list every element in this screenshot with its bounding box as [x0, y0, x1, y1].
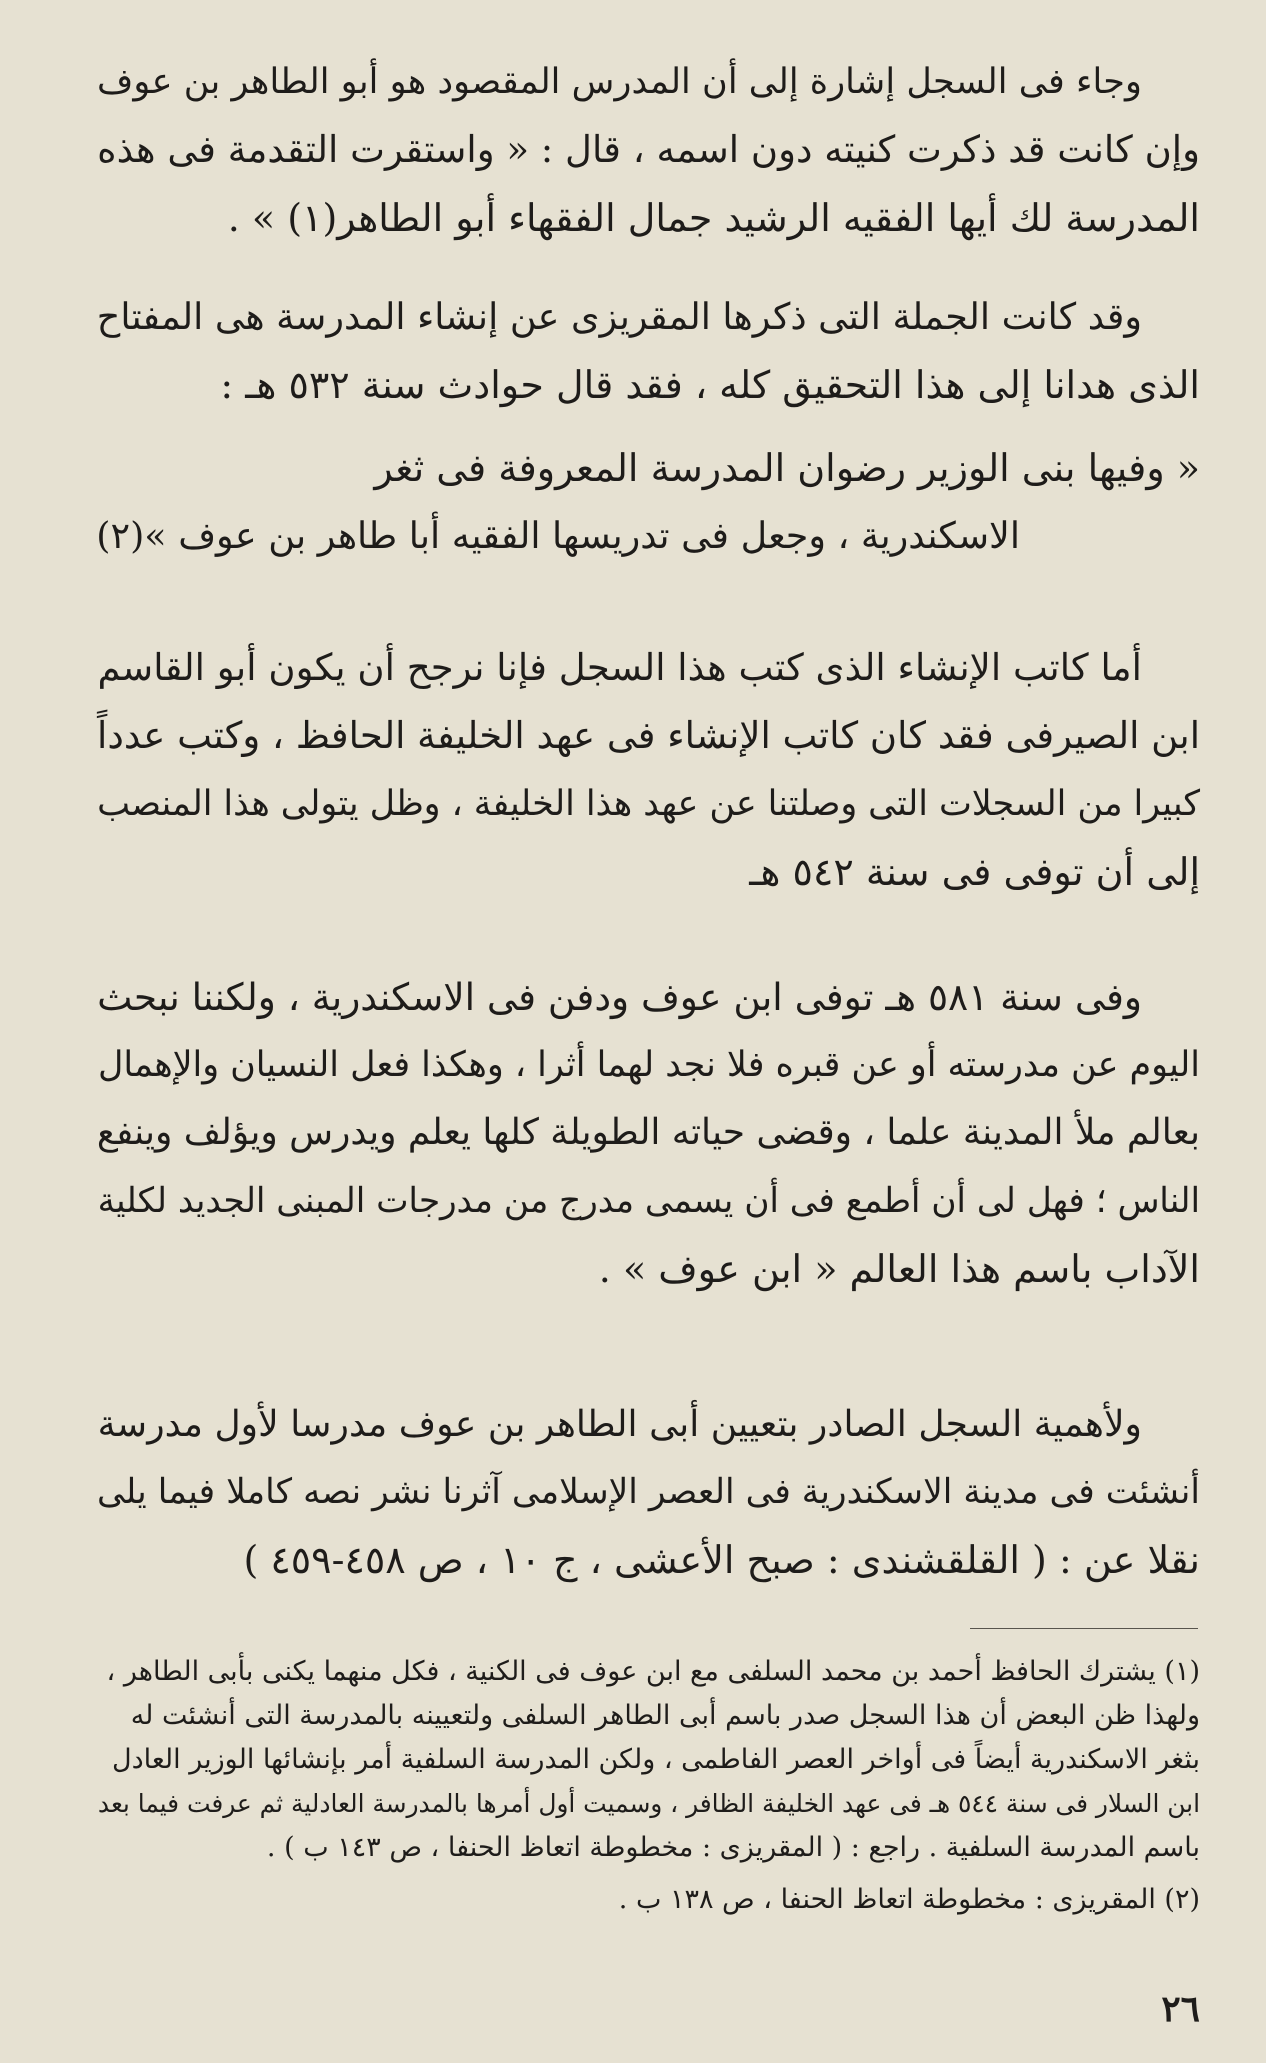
footnote-1 [86, 1650, 1200, 1870]
footnote-2 [86, 1878, 1200, 1922]
paragraph-line: أما كاتب الإنشاء الذى كتب هذا السجل فإنا نرجح أن يكون أبو القاسم [97, 646, 1142, 689]
block-quote-maqrizi [86, 434, 1200, 570]
footnote-divider [970, 1628, 1198, 1629]
paragraph-line: أنشئت فى مدينة الاسكندرية فى العصر الإسلامى آثرنا نشر نصه كاملا فيما يلى [96, 1472, 1200, 1512]
paragraph-line: وفى سنة ٥٨١ هـ توفى ابن عوف ودفن فى الاسكندرية ، ولكننا نبحث [97, 975, 1142, 1019]
paragraph-line: الذى هدانا إلى هذا التحقيق كله ، فقد قال حوادث سنة ٥٣٢ هـ : [220, 363, 1200, 407]
paragraph-line: الناس ؛ فهل لى أن أطمع فى أن يسمى مدرج من مدرجات المبنى الجديد لكلية [97, 1181, 1200, 1221]
footnote-line: ولهذا ظن البعض أن هذا السجل صدر باسم أبى الطاهر السلفى ولتعيينه بالمدرسة التى أنشئت له [130, 1700, 1200, 1731]
footnote-line: بثغر الاسكندرية أيضاً فى أواخر العصر الفاطمى ، ولكن المدرسة السلفية أمر بإنشائها الوزير العادل [112, 1744, 1200, 1775]
footnote-line: (٢) المقريزى : مخطوطة اتعاظ الحنفا ، ص ١٣٨ ب . [618, 1884, 1200, 1915]
paragraph-line: نقلا عن : ( القلقشندى : صبح الأعشى ، ج ١٠ ، ص ٤٥٨-٤٥٩ ) [243, 1538, 1200, 1582]
footnote-spacer [86, 1870, 1200, 1878]
footnote-line: باسم المدرسة السلفية . راجع : ( المقريزى : مخطوطة اتعاظ الحنفا ، ص ١٤٣ ب ) . [266, 1832, 1200, 1863]
paragraph-line: بعالم ملأ المدينة علما ، وقضى حياته الطويلة كلها يعلم ويدرس ويؤلف وينفع [96, 1112, 1200, 1153]
paragraph-line: الآداب باسم هذا العالم « ابن عوف » . [598, 1247, 1200, 1291]
paragraph-line: ابن الصيرفى فقد كان كاتب الإنشاء فى عهد الخليفة الحافظ ، وكتب عدداً [97, 714, 1200, 757]
paragraph-line: ولأهمية السجل الصادر بتعيين أبى الطاهر بن عوف مدرسا لأول مدرسة [97, 1402, 1142, 1445]
paragraph-line: اليوم عن مدرسته أو عن قبره فلا نجد لهما أثرا ، وهكذا فعل النسيان والإهمال [98, 1045, 1200, 1085]
paragraph-maqrizi-key [86, 283, 1200, 419]
paragraph-scribe [86, 634, 1200, 906]
paragraph-line: وقد كانت الجملة التى ذكرها المقريزى عن إنشاء المدرسة هى المفتاح [96, 295, 1142, 338]
quote-line: الاسكندرية ، وجعل فى تدريسها الفقيه أبا طاهر بن عوف »(٢) [96, 514, 1020, 557]
page-number: ٢٦ [1161, 1988, 1200, 2030]
paragraph-line: وجاء فى السجل إشارة إلى أن المدرس المقصود هو أبو الطاهر بن عوف [96, 61, 1142, 102]
paragraph-line: إلى أن توفى فى سنة ٥٤٢ هـ [749, 850, 1200, 894]
footnote-line: (١) يشترك الحافظ أحمد بن محمد السلفى مع ابن عوف فى الكنية ، فكل منهما يكنى بأبى الطاهر ، [106, 1656, 1200, 1687]
footnotes [86, 1650, 1200, 1922]
paragraph-sijil-reference [86, 48, 1200, 252]
footnote-line: ابن السلار فى سنة ٥٤٤ هـ فى عهد الخليفة الظافر ، وسميت أول أمرها بالمدرسة العادلية ثم عرفت فيما بعد [97, 1789, 1200, 1818]
paragraph-line: وإن كانت قد ذكرت كنيته دون اسمه ، قال : « واستقرت التقدمة فى هذه [97, 128, 1200, 171]
paragraph-ibn-awf-death [86, 963, 1200, 1303]
paragraph-line: المدرسة لك أيها الفقيه الرشيد جمال الفقهاء أبو الطاهر(١) » . [227, 196, 1200, 240]
paragraph-sijil-importance [86, 1390, 1200, 1594]
paragraph-line: كبيرا من السجلات التى وصلتنا عن عهد هذا الخليفة ، وظل يتولى هذا المنصب [97, 784, 1200, 824]
quote-line: « وفيها بنى الوزير رضوان المدرسة المعروفة فى ثغر [374, 446, 1200, 490]
